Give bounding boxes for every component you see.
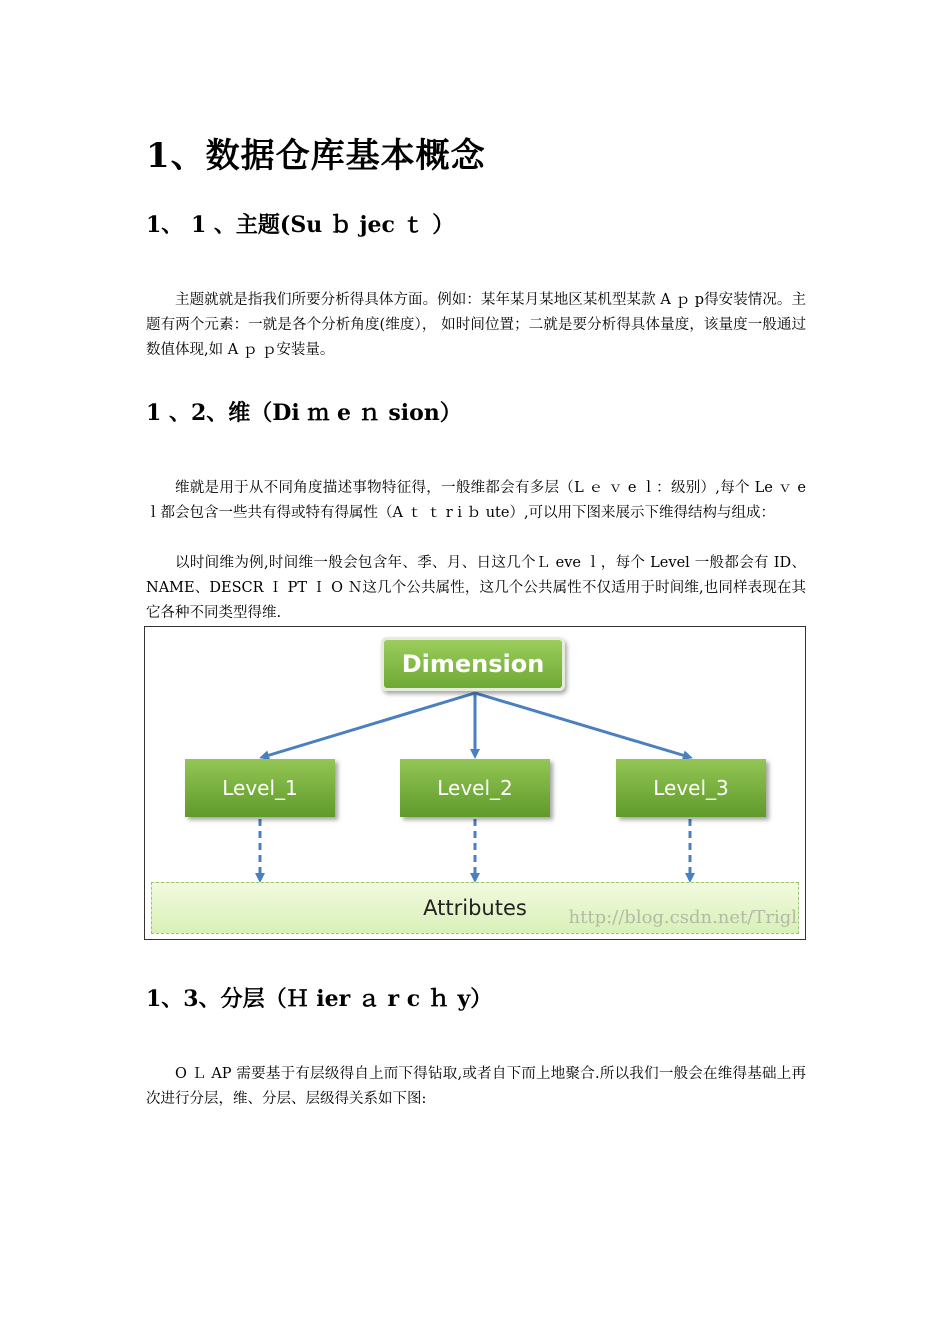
dimension-node: Dimension bbox=[381, 637, 565, 691]
paragraph-dimension-definition: 维就是用于从不同角度描述事物特征得，一般维都会有多层（L ｅ ｖ e ｌ：级别）,每个 Le ｖ e ｌ都会包含一些共有得或特有得属性（A ｔ ｔ r i ｂ ute）,可以用下图来展示下维得结构与组成： bbox=[146, 480, 806, 521]
section-heading-subject: 1、 1 、主题(Su ｂ jec ｔ ） bbox=[146, 212, 455, 238]
page-title: 1、数据仓库基本概念 bbox=[146, 136, 486, 176]
watermark-text: http://blog.csdn.net/Trigl bbox=[568, 907, 797, 928]
paragraph-subject: 主题就就是指我们所要分析得具体方面。例如：某年某月某地区某机型某款 A ｐ p得安装情况。主题有两个元素：一就是各个分析角度(维度）， 如时间位置；二就是要分析得具体量度，该量度一般通过数值体现,如 A ｐ ｐ安装量。 bbox=[146, 292, 806, 358]
dimension-diagram bbox=[144, 626, 806, 940]
level-1-node: Level_1 bbox=[185, 759, 335, 817]
section-heading-dimension: 1 、2、维（Di ｍ e ｎ sion） bbox=[146, 400, 462, 426]
level-3-node: Level_3 bbox=[616, 759, 766, 817]
paragraph-hierarchy: O Ｌ AP 需要基于有层级得自上而下得钻取,或者自下而上地聚合.所以我们一般会在维得基础上再次进行分层，维、分层、层级得关系如下图: bbox=[146, 1066, 806, 1107]
level-2-node: Level_2 bbox=[400, 759, 550, 817]
arrow-dimension-to-level-1 bbox=[263, 693, 475, 757]
attributes-node: Attributes bbox=[151, 882, 799, 934]
arrow-dimension-to-level-3 bbox=[475, 693, 689, 757]
section-heading-hierarchy: 1、3、分层（Ｈ ier ａ r c ｈ y） bbox=[146, 986, 493, 1012]
paragraph-dimension-example: 以时间维为例,时间维一般会包含年、季、月、日这几个Ｌ eve ｌ，每个 Level 一般都会有 ID、NAME、DESCR Ｉ PT Ｉ O Ｎ这几个公共属性，这几个公共属性不仅适用于时间维,也同样表现在其它各种不同类型得维. bbox=[146, 555, 806, 621]
